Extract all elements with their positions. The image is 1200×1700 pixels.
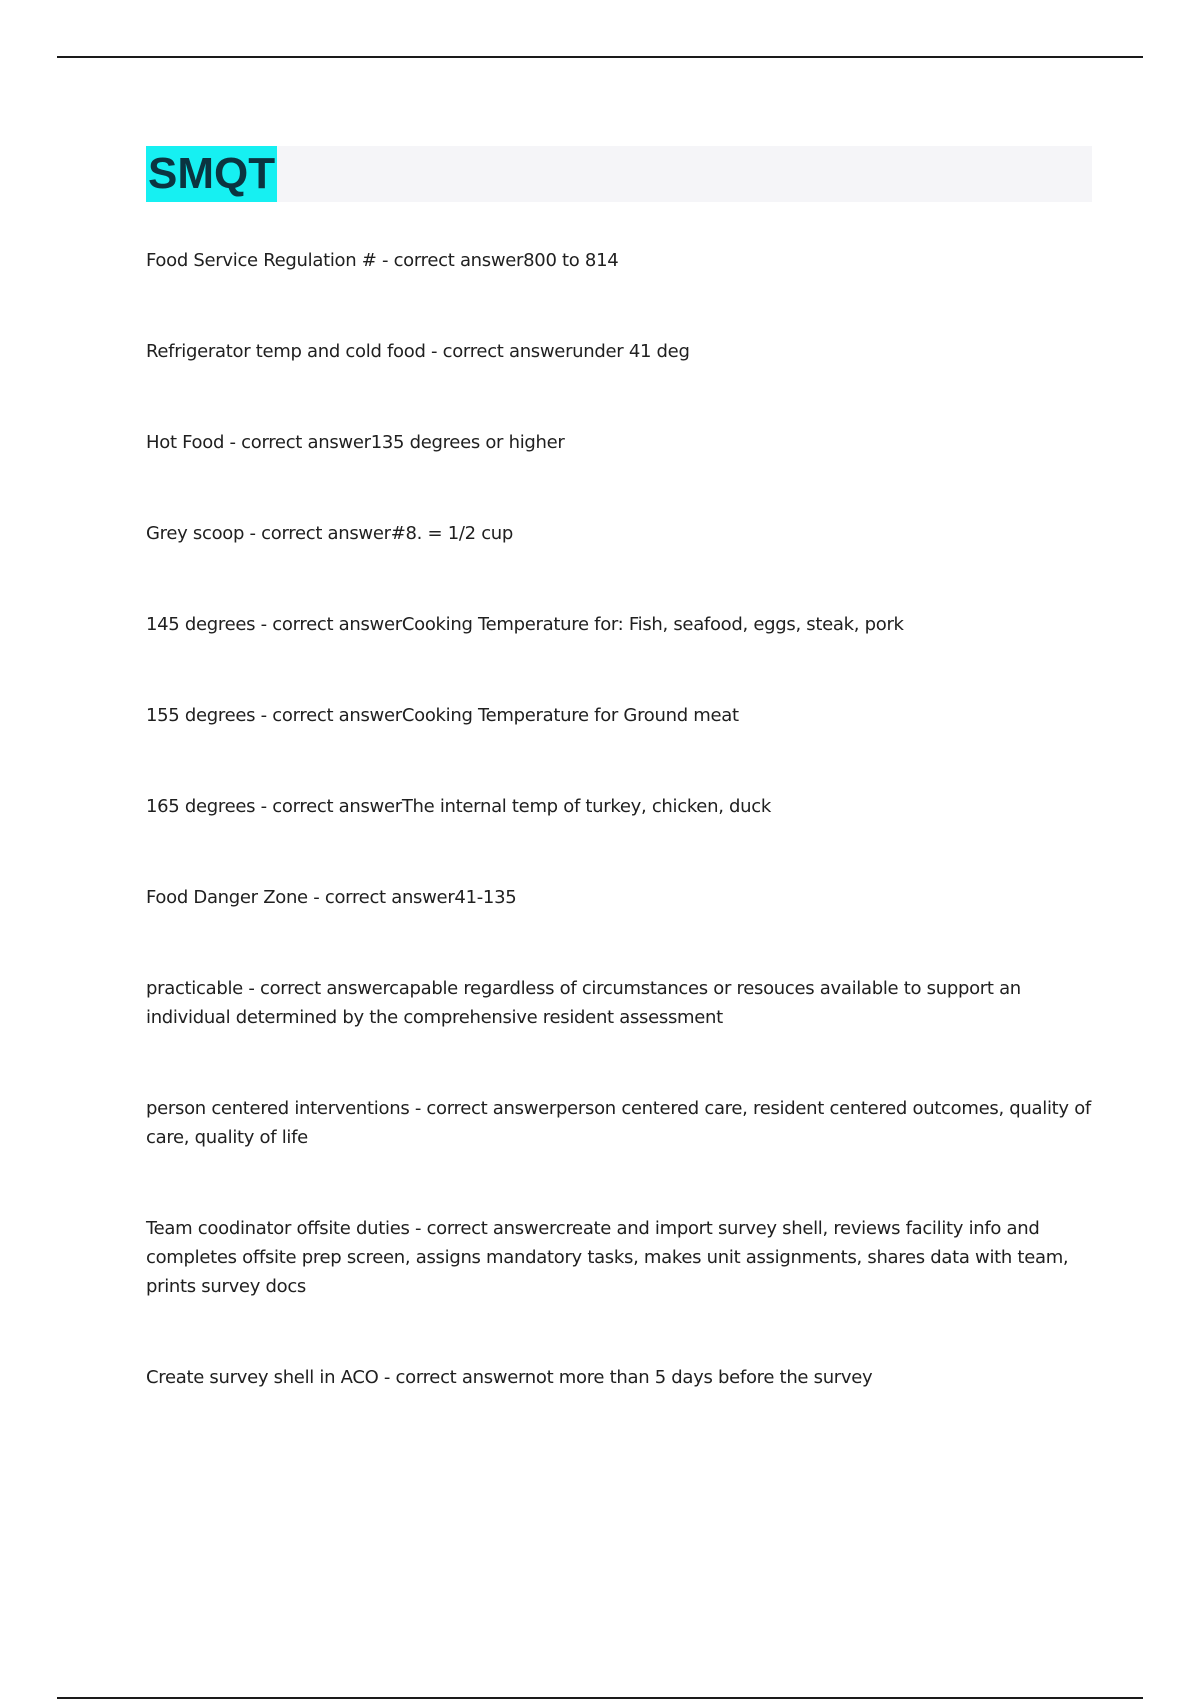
qa-item: Refrigerator temp and cold food - correct answerunder 41 deg — [146, 341, 690, 362]
title-band — [146, 146, 1092, 202]
qa-item: Grey scoop - correct answer#8. = 1/2 cup — [146, 523, 514, 544]
qa-item: Hot Food - correct answer135 degrees or higher — [146, 432, 565, 453]
qa-list — [146, 246, 1096, 1454]
qa-item: practicable - correct answercapable regardless of circumstances or resouces available to support an individual determined by the comprehensive resident assessment — [146, 978, 1021, 1028]
top-rule — [57, 56, 1143, 58]
qa-item: Food Service Regulation # - correct answer800 to 814 — [146, 250, 619, 271]
bottom-rule — [57, 1697, 1143, 1699]
qa-item: 165 degrees - correct answerThe internal temp of turkey, chicken, duck — [146, 796, 771, 817]
qa-item: 145 degrees - correct answerCooking Temperature for: Fish, seafood, eggs, steak, pork — [146, 614, 904, 635]
qa-item: Food Danger Zone - correct answer41-135 — [146, 887, 517, 908]
document-title: SMQT — [146, 146, 277, 202]
qa-item: person centered interventions - correct answerperson centered care, resident centered outcomes, quality of care, quality of life — [146, 1098, 1091, 1148]
qa-item: Team coodinator offsite duties - correct answercreate and import survey shell, reviews facility info and completes offsite prep screen, assigns mandatory tasks, makes unit assignments, shares data with team, prints survey docs — [146, 1218, 1069, 1297]
qa-item: 155 degrees - correct answerCooking Temperature for Ground meat — [146, 705, 739, 726]
qa-item: Create survey shell in ACO - correct answernot more than 5 days before the survey — [146, 1367, 873, 1388]
